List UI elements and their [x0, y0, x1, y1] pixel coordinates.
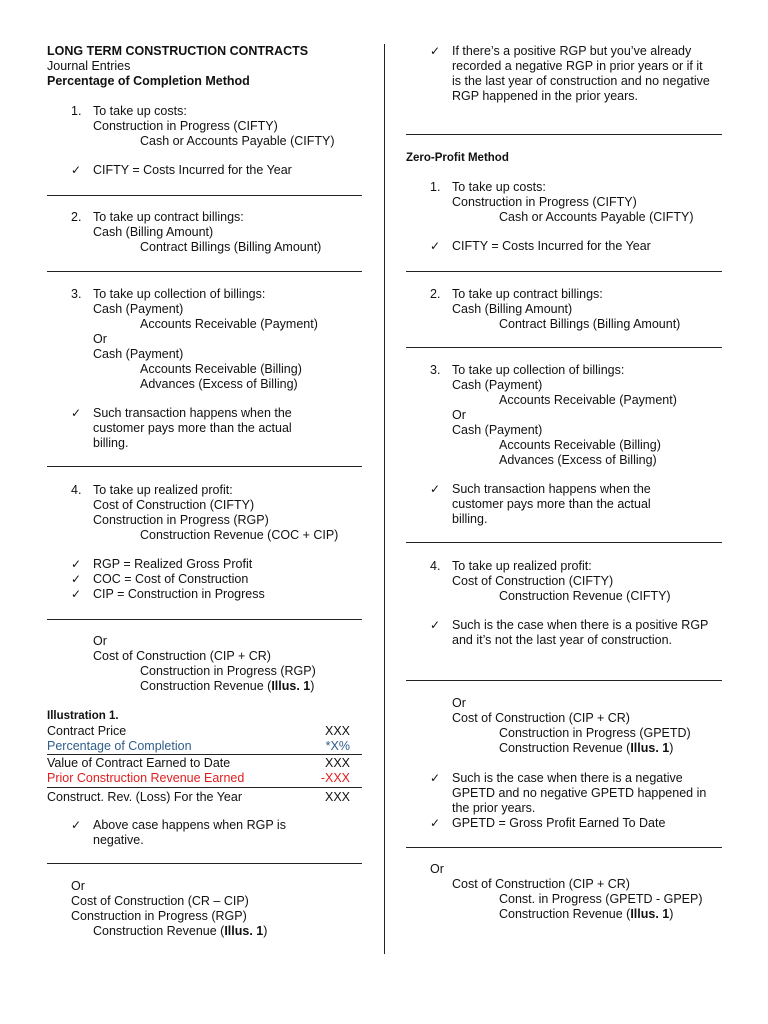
or-label: Or — [93, 634, 107, 648]
check-icon: ✓ — [71, 818, 82, 832]
journal-debit: Cost of Construction (CIP + CR) — [452, 877, 630, 891]
journal-credit: Accounts Receivable (Payment) — [140, 317, 318, 331]
table-row — [47, 739, 362, 755]
step-number: 3. — [430, 363, 441, 377]
journal-credit: Accounts Receivable (Payment) — [499, 393, 677, 407]
note-text: Such is the case when there is a positive RGP and it’s not the last year of construction. — [452, 618, 709, 647]
right-section-5 — [406, 696, 722, 831]
check-icon: ✓ — [430, 239, 441, 253]
or-label: Or — [71, 879, 85, 893]
table-row — [47, 724, 362, 739]
journal-credit: Contract Billings (Billing Amount) — [499, 317, 681, 331]
table-row — [47, 790, 362, 805]
step-number: 1. — [430, 180, 441, 194]
check-icon: ✓ — [430, 482, 441, 496]
step-heading: To take up realized profit: — [93, 483, 233, 497]
note-text: RGP = Realized Gross Profit — [93, 557, 253, 571]
row-value: XXX — [324, 724, 350, 738]
column-divider — [384, 44, 385, 954]
right-top-note — [406, 44, 722, 104]
journal-debit: Cash (Billing Amount) — [93, 225, 214, 239]
left-section-3 — [47, 287, 362, 451]
journal-debit: Cost of Construction (CIFTY) — [452, 574, 614, 588]
step-heading: To take up costs: — [452, 180, 546, 194]
step-heading: To take up costs: — [93, 104, 187, 118]
row-value: -XXX — [320, 771, 350, 785]
right-section-3 — [406, 363, 722, 527]
journal-credit: Accounts Receivable (Billing) — [140, 362, 302, 376]
journal-debit: Cash (Payment) — [93, 347, 184, 361]
journal-debit: Cash (Payment) — [452, 423, 543, 437]
step-number: 4. — [430, 559, 441, 573]
note-text: COC = Cost of Construction — [93, 572, 249, 586]
journal-credit: Accounts Receivable (Billing) — [499, 438, 661, 452]
row-label: Value of Contract Earned to Date — [47, 756, 231, 770]
illustration-reference: Illus. 1 — [630, 907, 670, 921]
journal-debit: Cash (Payment) — [93, 302, 184, 316]
method-heading-poc: Percentage of Completion Method — [47, 74, 250, 88]
journal-debit: Construction in Progress (CIFTY) — [452, 195, 637, 209]
check-icon: ✓ — [430, 44, 441, 58]
note-text: CIFTY = Costs Incurred for the Year — [93, 163, 292, 177]
check-icon: ✓ — [71, 406, 82, 420]
journal-credit: Construction Revenue (Illus. 1) — [140, 679, 315, 693]
journal-debit: Cost of Construction (CIP + CR) — [93, 649, 271, 663]
row-label: Prior Construction Revenue Earned — [47, 771, 245, 785]
row-label: Percentage of Completion — [47, 739, 192, 753]
journal-debit: Cash (Billing Amount) — [452, 302, 573, 316]
note-text: Above case happens when RGP is negative. — [93, 818, 286, 847]
note-text: CIFTY = Costs Incurred for the Year — [452, 239, 651, 253]
row-value: XXX — [324, 756, 350, 770]
journal-debit: Construction in Progress (CIFTY) — [93, 119, 278, 133]
section-rule — [406, 542, 722, 543]
step-heading: To take up collection of billings: — [93, 287, 266, 301]
journal-credit: Construction Revenue (CIFTY) — [499, 589, 671, 603]
left-section-6 — [47, 879, 362, 939]
right-section-6 — [406, 862, 722, 922]
note-text: Such is the case when there is a negative GPETD and no negative GPETD happened in the prior years. — [452, 771, 707, 815]
left-section-5 — [47, 634, 362, 694]
row-value: XXX — [324, 790, 350, 804]
right-section-2 — [406, 287, 722, 332]
journal-credit: Construction Revenue (Illus. 1) — [499, 907, 674, 921]
section-rule — [47, 619, 362, 620]
left-section-2 — [47, 210, 362, 255]
step-number: 2. — [430, 287, 441, 301]
or-label: Or — [452, 408, 466, 422]
journal-credit: Advances (Excess of Billing) — [140, 377, 298, 391]
row-value: *X% — [325, 739, 350, 753]
section-rule — [47, 195, 362, 196]
journal-debit: Cost of Construction (CIP + CR) — [452, 711, 630, 725]
illustration-reference: Illus. 1 — [630, 741, 670, 755]
right-section-4 — [406, 559, 722, 648]
illustration-note — [47, 818, 362, 848]
journal-credit: Const. in Progress (GPETD - GPEP) — [499, 892, 703, 906]
check-icon: ✓ — [71, 557, 82, 571]
check-icon: ✓ — [71, 163, 82, 177]
or-label: Or — [430, 862, 444, 876]
journal-credit: Cash or Accounts Payable (CIFTY) — [140, 134, 335, 148]
step-number: 2. — [71, 210, 82, 224]
check-icon: ✓ — [430, 816, 441, 830]
step-number: 4. — [71, 483, 82, 497]
step-heading: To take up realized profit: — [452, 559, 592, 573]
note-text: Such transaction happens when the customer pays more than the actual billing. — [452, 482, 651, 526]
row-label: Construct. Rev. (Loss) For the Year — [47, 790, 242, 804]
journal-credit: Construction Revenue (COC + CIP) — [140, 528, 339, 542]
journal-debit: Construction in Progress (RGP) — [93, 513, 269, 527]
journal-debit: Cost of Construction (CIFTY) — [93, 498, 255, 512]
section-rule — [406, 847, 722, 848]
check-icon: ✓ — [71, 587, 82, 601]
step-heading: To take up contract billings: — [452, 287, 603, 301]
check-icon: ✓ — [430, 771, 441, 785]
table-row — [47, 771, 362, 788]
journal-credit: Advances (Excess of Billing) — [499, 453, 657, 467]
journal-credit: Contract Billings (Billing Amount) — [140, 240, 322, 254]
section-rule — [406, 271, 722, 272]
section-rule — [406, 347, 722, 348]
step-heading: To take up contract billings: — [93, 210, 244, 224]
document-subtitle: Journal Entries — [47, 59, 131, 73]
check-icon: ✓ — [71, 572, 82, 586]
journal-debit: Cost of Construction (CR – CIP) — [71, 894, 249, 908]
step-heading: To take up collection of billings: — [452, 363, 625, 377]
journal-debit: Construction in Progress (RGP) — [71, 909, 247, 923]
document-title: LONG TERM CONSTRUCTION CONTRACTS — [47, 44, 309, 58]
section-rule — [47, 466, 362, 467]
right-section-1 — [406, 180, 722, 254]
journal-credit: Construction Revenue (Illus. 1) — [93, 924, 268, 938]
note-text: GPETD = Gross Profit Earned To Date — [452, 816, 666, 830]
note-text: Such transaction happens when the customer pays more than the actual billing. — [93, 406, 292, 450]
journal-credit: Construction in Progress (GPETD) — [499, 726, 691, 740]
note-text: CIP = Construction in Progress — [93, 587, 265, 601]
check-icon: ✓ — [430, 618, 441, 632]
journal-credit: Construction Revenue (Illus. 1) — [499, 741, 674, 755]
step-number: 3. — [71, 287, 82, 301]
step-number: 1. — [71, 104, 82, 118]
illustration-reference: Illus. 1 — [271, 679, 311, 693]
or-label: Or — [93, 332, 107, 346]
illustration-reference: Illus. 1 — [224, 924, 264, 938]
note-text: If there’s a positive RGP but you’ve already recorded a negative RGP in prior years or if it is the last year of construction and no negative RGP happened in the prior years. — [452, 44, 710, 103]
or-label: Or — [452, 696, 466, 710]
left-section-4 — [47, 483, 362, 602]
section-rule — [47, 863, 362, 864]
illustration-title: Illustration 1. — [47, 710, 119, 722]
journal-credit: Cash or Accounts Payable (CIFTY) — [499, 210, 694, 224]
section-rule — [406, 134, 722, 135]
method-heading-zero-profit: Zero-Profit Method — [406, 152, 509, 164]
journal-debit: Cash (Payment) — [452, 378, 543, 392]
illustration-table — [47, 724, 362, 805]
left-section-1 — [47, 104, 362, 178]
row-label: Contract Price — [47, 724, 127, 738]
table-row — [47, 756, 362, 771]
section-rule — [47, 271, 362, 272]
section-rule — [406, 680, 722, 681]
journal-credit: Construction in Progress (RGP) — [140, 664, 316, 678]
